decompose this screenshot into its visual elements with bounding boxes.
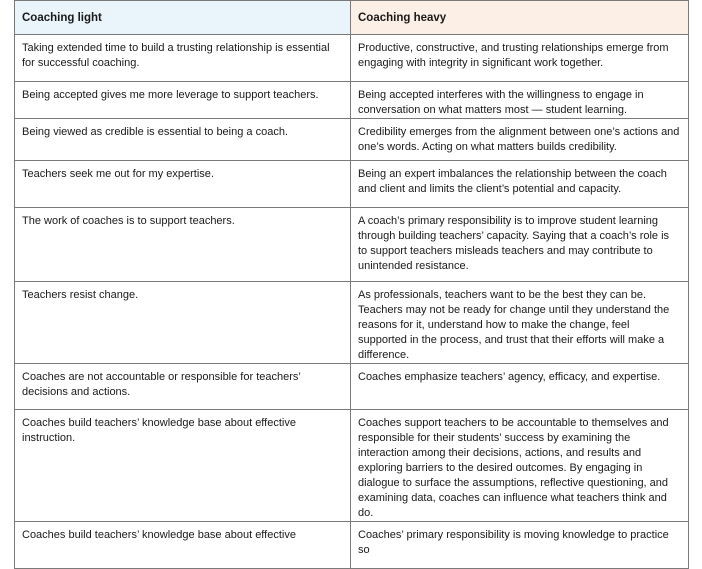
heavy-cell: Coaches’ primary responsibility is moving knowledge to practice so [351, 522, 689, 569]
header-coaching-heavy: Coaching heavy [351, 1, 689, 35]
table-row [15, 119, 689, 161]
heavy-cell: Being accepted interferes with the willingness to engage in conversation on what matters most — student learning. [351, 82, 689, 119]
table-row [15, 410, 689, 522]
light-cell: Being viewed as credible is essential to being a coach. [15, 119, 351, 161]
light-cell: Taking extended time to build a trusting relationship is essential for successful coaching. [15, 35, 351, 82]
table-row [15, 208, 689, 282]
table-row [15, 82, 689, 119]
heavy-cell: Coaches emphasize teachers’ agency, efficacy, and expertise. [351, 364, 689, 410]
heavy-cell: Productive, constructive, and trusting relationships emerge from engaging with integrity in significant work together. [351, 35, 689, 82]
table-row [15, 161, 689, 208]
header-coaching-light: Coaching light [15, 1, 351, 35]
light-cell: Teachers resist change. [15, 282, 351, 364]
light-cell: The work of coaches is to support teachers. [15, 208, 351, 282]
light-cell: Coaches are not accountable or responsible for teachers’ decisions and actions. [15, 364, 351, 410]
table-header-row [15, 1, 689, 35]
heavy-cell: As professionals, teachers want to be the best they can be. Teachers may not be ready for change until they understand the reasons for it, understand how to make the change, feel supported in the process, and trust that their efforts will make a difference. [351, 282, 689, 364]
light-cell: Coaches build teachers’ knowledge base about effective instruction. [15, 410, 351, 522]
light-cell: Coaches build teachers’ knowledge base about effective [15, 522, 351, 569]
table-row [15, 35, 689, 82]
heavy-cell: Coaches support teachers to be accountable to themselves and responsible for their students’ success by examining the interaction among their decisions, actions, and results and exploring barriers to the desired outcomes. By engaging in dialogue to surface the assumptions, reflective questioning, and examining data, coaches can influence what teachers think and do. [351, 410, 689, 522]
heavy-cell: A coach’s primary responsibility is to improve student learning through building teachers’ capacity. Saying that a coach’s role is to support teachers misleads teachers and may contribute to unintended resistance. [351, 208, 689, 282]
table-row [15, 364, 689, 410]
table-row [15, 282, 689, 364]
heavy-cell: Being an expert imbalances the relationship between the coach and client and limits the client’s potential and capacity. [351, 161, 689, 208]
light-cell: Being accepted gives me more leverage to support teachers. [15, 82, 351, 119]
table-row [15, 522, 689, 569]
heavy-cell: Credibility emerges from the alignment between one’s actions and one’s words. Acting on what matters builds credibility. [351, 119, 689, 161]
comparison-table [14, 0, 689, 569]
light-cell: Teachers seek me out for my expertise. [15, 161, 351, 208]
